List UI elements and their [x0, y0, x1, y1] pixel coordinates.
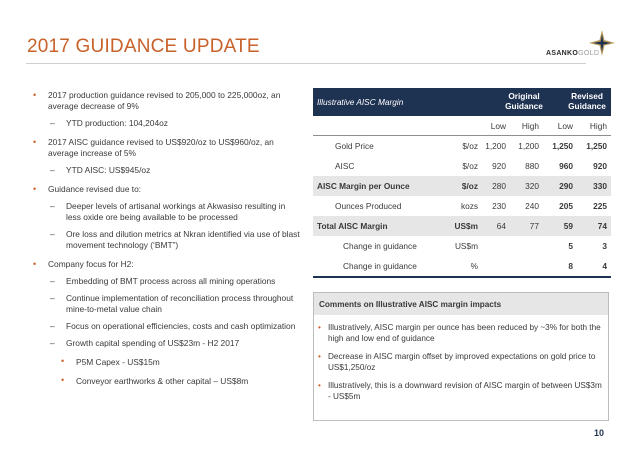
cell: 205: [559, 201, 573, 211]
sub-bullet-bmt: – Embedding of BMT process across all mining operations: [50, 276, 276, 286]
title-divider: [26, 63, 586, 64]
cell: 320: [525, 181, 539, 191]
sub-bullet-text: YTD AISC: US$945/oz: [66, 165, 151, 175]
row-label: Ounces Produced: [335, 201, 402, 211]
comments-heading: Comments on Illustrative AISC margin impacts: [314, 293, 608, 315]
page-number: 10: [594, 428, 605, 438]
sub-bullet-ore-loss: – Ore loss and dilution metrics at Nkran identified via use of blast movement technology (‘BMT”): [50, 229, 300, 250]
header-line: Guidance: [568, 101, 606, 111]
aisc-margin-table: [313, 88, 611, 278]
table-row: [313, 176, 611, 196]
sub-bullet-reconciliation: – Continue implementation of reconciliation process throughout mine-to-metal value chain: [50, 293, 294, 314]
logo-word: ASANKO: [546, 50, 579, 57]
company-logo: [546, 28, 618, 66]
row-unit: US$m: [454, 221, 478, 231]
table-row: [313, 236, 611, 256]
cell: 290: [559, 181, 573, 191]
page-title: 2017 GUIDANCE UPDATE: [27, 36, 260, 57]
cell: 1,200: [485, 141, 506, 151]
header-line: Revised: [571, 91, 603, 101]
cell: 1,200: [518, 141, 539, 151]
row-label: AISC: [335, 161, 355, 171]
cell: 8: [568, 261, 573, 271]
table-row: [313, 136, 611, 156]
sub-sub-bullet-conveyor: • Conveyor earthworks & other capital – US$8m: [61, 375, 249, 386]
row-unit: $/oz: [461, 181, 478, 191]
cell: 960: [559, 161, 573, 171]
table-row: [313, 156, 611, 176]
row-label: Total AISC Margin: [317, 221, 388, 231]
table-header: [313, 88, 611, 116]
cell: 920: [593, 161, 607, 171]
sub-bullet-ytd-production: – YTD production: 104,204oz: [50, 118, 168, 128]
sub-sub-bullet-p5m: • P5M Capex - US$15m: [61, 356, 160, 367]
original-guidance-header: [491, 91, 557, 111]
col-high-original: High: [521, 121, 539, 131]
sub-bullet-text: Focus on operational efficiencies, costs and cash optimization: [66, 321, 296, 331]
comment-item: • Decrease in AISC margin offset by improved expectations on gold price to US$1,250/oz: [314, 351, 608, 373]
cell: 5: [568, 241, 573, 251]
cell: 3: [602, 241, 607, 251]
row-unit: $/oz: [462, 161, 478, 171]
cell: 1,250: [586, 141, 607, 151]
revised-guidance-header: [559, 91, 615, 111]
sub-sub-bullet-text: Conveyor earthworks & other capital – US$8m: [76, 376, 249, 386]
table-row: [313, 216, 611, 236]
row-unit: %: [470, 261, 478, 271]
cell: 240: [525, 201, 539, 211]
header-line: Guidance: [505, 101, 543, 111]
cell: 1,250: [552, 141, 573, 151]
row-label: Change in guidance: [343, 241, 417, 251]
table-bottom-rule: [313, 276, 611, 278]
sub-bullet-text: Deeper levels of artisanal workings at Akwasiso resulting in less oxide ore being available to be processed: [66, 201, 286, 222]
row-label: Change in guidance: [343, 261, 417, 271]
cell: 280: [492, 181, 506, 191]
comments-box: [313, 292, 609, 421]
cell: 330: [593, 181, 607, 191]
cell: 77: [529, 221, 539, 231]
cell: 59: [563, 221, 573, 231]
row-label: AISC Margin per Ounce: [317, 181, 410, 191]
cell: 230: [492, 201, 506, 211]
row-label: Gold Price: [335, 141, 374, 151]
bullet-aisc-guidance: • 2017 AISC guidance revised to US$920/oz to US$960/oz, an average increase of 5%: [30, 137, 302, 159]
sub-bullet-efficiencies: – Focus on operational efficiencies, costs and cash optimization: [50, 321, 296, 331]
cell: 4: [602, 261, 607, 271]
bullet-guidance-revised: • Guidance revised due to:: [30, 184, 302, 195]
sub-sub-bullet-text: P5M Capex - US$15m: [76, 357, 160, 367]
row-unit: US$m: [454, 241, 478, 251]
cell: 74: [597, 221, 607, 231]
sub-bullet-text: Continue implementation of reconciliation process throughout mine-to-metal value chain: [66, 293, 294, 314]
sub-bullet-text: Ore loss and dilution metrics at Nkran identified via use of blast movement technology (‘BMT”): [66, 229, 300, 250]
sub-bullet-artisanal: – Deeper levels of artisanal workings at Akwasiso resulting in less oxide ore being available to be processed: [50, 201, 286, 222]
cell: 225: [593, 201, 607, 211]
bullet-company-focus: • Company focus for H2:: [30, 259, 302, 270]
col-low-original: Low: [490, 121, 506, 131]
col-high-revised: High: [589, 121, 607, 131]
bullet-production-guidance: • 2017 production guidance revised to 205,000 to 225,000oz, an average decrease of 9%: [30, 90, 302, 112]
cell: 920: [492, 161, 506, 171]
sub-bullet-text: Growth capital spending of US$23m - H2 2017: [66, 338, 240, 348]
logo-text: [546, 50, 599, 57]
table-row: [313, 196, 611, 216]
sub-bullet-text: YTD production: 104,204oz: [66, 118, 168, 128]
sub-bullet-text: Embedding of BMT process across all mining operations: [66, 276, 276, 286]
comment-item: • Illustratively, AISC margin per ounce has been reduced by ~3% for both the high and low end of guidance: [314, 322, 608, 344]
sub-bullet-ytd-aisc: – YTD AISC: US$945/oz: [50, 165, 151, 175]
row-unit: kozs: [460, 201, 478, 211]
table-title: Illustrative AISC Margin: [317, 97, 404, 107]
table-subheader-row: [313, 116, 611, 136]
cell: 880: [525, 161, 539, 171]
sub-bullet-growth-capital: – Growth capital spending of US$23m - H2 2017: [50, 338, 240, 348]
cell: 64: [496, 221, 506, 231]
guidance-bullets: [30, 90, 302, 387]
col-low-revised: Low: [557, 121, 573, 131]
logo-gold: GOLD: [578, 50, 600, 57]
row-unit: $/oz: [462, 141, 478, 151]
comment-item: • Illustratively, this is a downward revision of AISC margin of between US$3m - US$5m: [314, 380, 608, 402]
table-row: [313, 256, 611, 276]
header-line: Original: [508, 91, 540, 101]
